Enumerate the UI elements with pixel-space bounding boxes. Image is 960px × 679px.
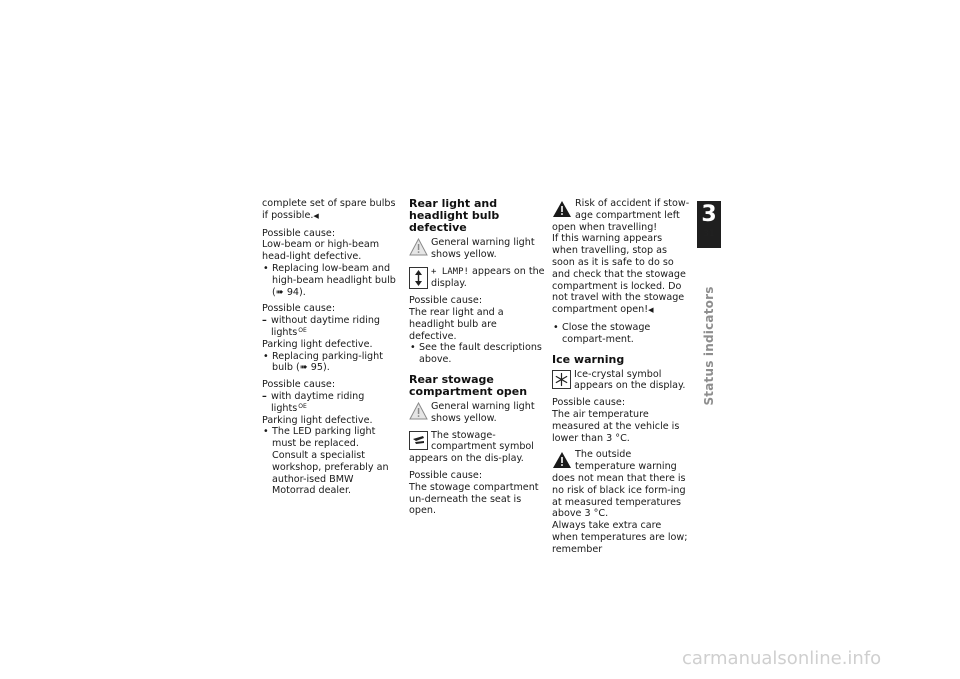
dash-item: – with daytime riding lights$^{OE}$ [262, 391, 398, 415]
cause-text: The air temperature measured at the vehicle is lower than 3 °C. [552, 408, 680, 444]
general-warning-light-icon [409, 402, 428, 421]
icon-line: The stowage-compartment symbol appears on the dis-play. [409, 429, 534, 465]
end-mark-icon: ◀ [313, 211, 319, 220]
cause-text: Parking light defective. [262, 414, 373, 426]
oe-superscript: OE [298, 402, 307, 410]
paragraph: complete set of spare bulbs if possible.◀ [262, 198, 396, 221]
icon-line: + LAMP! appears on the display. [409, 266, 546, 291]
bullet-item: • Replacing low-beam and high-beam headlight bulb (➠ 94). [262, 263, 398, 298]
column-left [262, 198, 398, 502]
bullet-item: • See the fault descriptions above. [409, 342, 546, 366]
bullet-item: • Close the stowage compart-ment. [552, 322, 690, 346]
cause-label: Possible cause: [262, 379, 336, 391]
cause-label: Possible cause: [262, 303, 336, 315]
icon-line: Ice-crystal symbol appears on the display. [552, 369, 690, 393]
watermark: carmanualsonline.info [682, 648, 882, 669]
cause-label: Possible cause: [409, 295, 483, 307]
cause-text: Low-beam or high-beam head-light defective. [262, 239, 380, 263]
chapter-title: Status indicators [702, 286, 716, 406]
chapter-tab [697, 201, 721, 248]
end-mark-icon: ◀ [648, 306, 654, 315]
warning-body: Always take extra care when temperatures are low; remember [552, 520, 688, 555]
cause-label: Possible cause: [262, 227, 336, 239]
bullet-item: • The LED parking light must be replaced. Consult a specialist workshop, preferably an author-ised BMW Motorrad dealer. [262, 426, 398, 497]
lamp-bulb-icon [409, 267, 428, 289]
dash-item: – without daytime riding lights$^{OE}$ [262, 315, 398, 339]
bullet-item: • Replacing parking-light bulb (➠ 95). [262, 351, 398, 375]
section-heading: Ice warning [552, 352, 625, 366]
column-middle [409, 198, 546, 517]
warning-body: If this warning appears when travelling, stop as soon as it is safe to do so and check that the stowage compartment is locked. Do not travel with the stowage compartment open!◀ [552, 233, 686, 316]
cause-text: The stowage compartment un-derneath the seat is open. [409, 481, 539, 517]
cause-text: Parking light defective. [262, 338, 373, 350]
display-code: + LAMP! [431, 266, 469, 277]
stowage-compartment-icon [409, 431, 428, 450]
ice-crystal-icon [552, 370, 571, 389]
cause-label: Possible cause: [409, 469, 483, 481]
warning-triangle-icon [552, 451, 572, 469]
cause-label: Possible cause: [552, 397, 626, 409]
section-heading: Rear light and headlight bulb defective [409, 197, 500, 234]
chapter-number: 3 [701, 202, 717, 227]
column-right [552, 198, 690, 556]
cause-text: The rear light and a headlight bulb are defective. [409, 306, 504, 342]
warning-block: The outside temperature warning does not mean that there is no risk of black ice form-ing at measured temperatures above 3 °C. [552, 449, 686, 520]
warning-triangle-icon [552, 200, 572, 218]
icon-line: General warning light shows yellow. [409, 401, 546, 425]
icon-line: General warning light shows yellow. [409, 237, 546, 261]
oe-superscript: OE [298, 326, 307, 334]
section-heading: Rear stowage compartment open [409, 372, 528, 398]
page-number: 31 [703, 229, 715, 239]
general-warning-light-icon [409, 238, 428, 257]
warning-block: Risk of accident if stow-age compartment left open when travelling! [552, 198, 690, 233]
